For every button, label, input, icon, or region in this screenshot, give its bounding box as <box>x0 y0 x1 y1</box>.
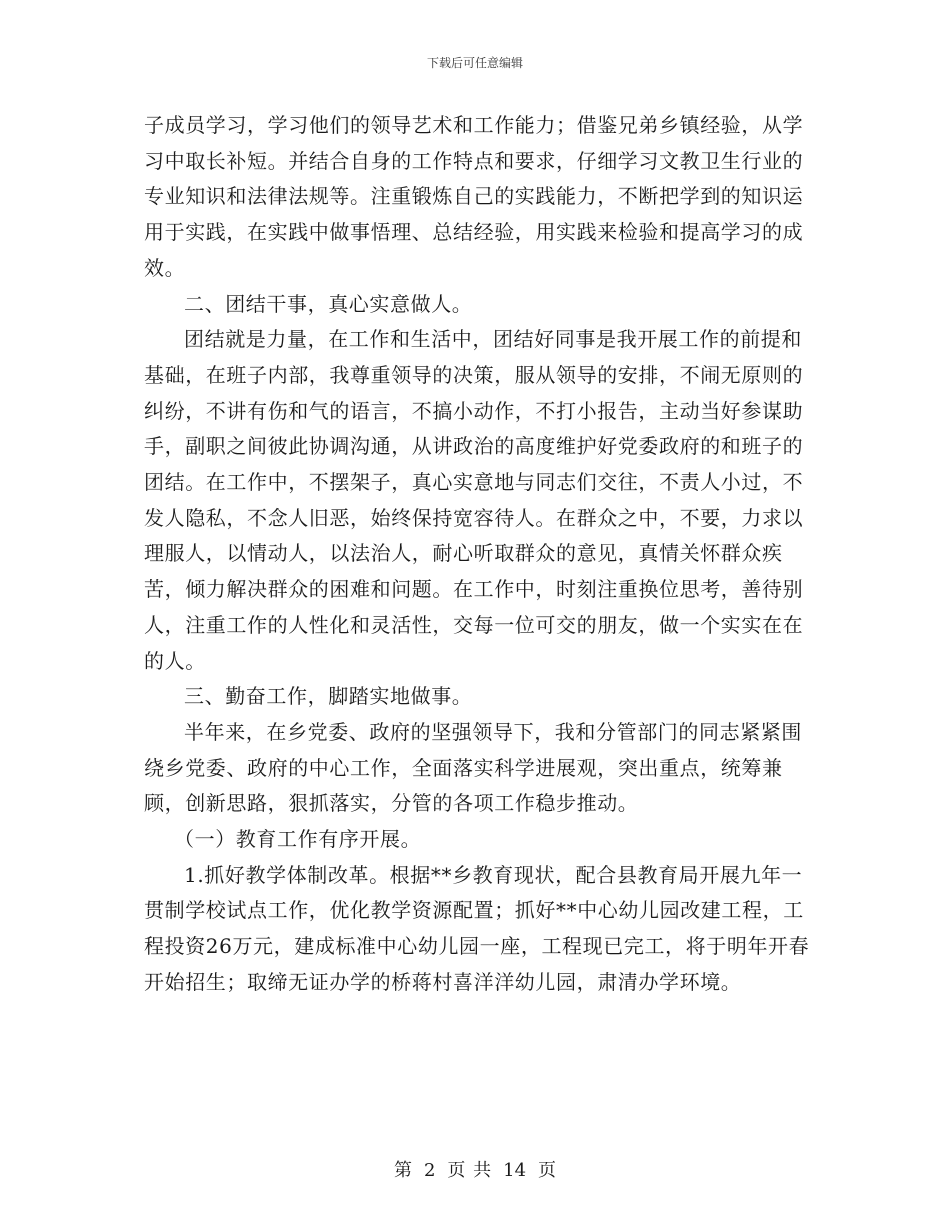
footer-prefix: 第 <box>393 1160 412 1181</box>
footer-suffix: 页 <box>538 1160 557 1181</box>
section-heading-2: 二、团结干事，真心实意做人。 <box>184 291 473 316</box>
paragraph-half-year: 半年来，在乡党委、政府的坚强领导下，我和分管部门的同志紧紧围绕乡党委、政府的中心工作，全面落实科学进展观，突出重点，统筹兼顾，创新思路，狠抓落实，分管的各项工作稳步推动。 <box>144 719 802 816</box>
section-heading-3: 三、勤奋工作，脚踏实地做事。 <box>184 684 473 709</box>
numbered-item-1: 1.抓好教学体制改革。根据**乡教育现状，配合县教育局开展九年一贯制学校试点工作，优化教学资源配置；抓好**中心幼儿园改建工程，工程投资26万元，建成标准中心幼儿园一座，工程现已完工，将于明年开春开始招生；取缔无证办学的桥蒋村喜洋洋幼儿园，肃清办学环境。 <box>144 862 810 994</box>
footer-total-pages: 14 <box>503 1160 527 1181</box>
footer-middle: 页 共 <box>447 1160 492 1181</box>
paragraph-unity: 团结就是力量，在工作和生活中，团结好同事是我开展工作的前提和基础，在班子内部，我尊重领导的决策，服从领导的安排，不闹无原则的纠纷，不讲有伤和气的语言，不搞小动作，不打小报告，主动当好参谋助手，副职之间彼此协调沟通，从讲政治的高度维护好党委政府的和班子的团结。在工作中，不摆架子，真心实意地与同志们交往，不责人小过，不发人隐私，不念人旧恶，始终保持宽容待人。在群众之中，不要，力求以理服人，以情动人，以法治人，耐心听取群众的意见，真情关怀群众疾苦，倾力解决群众的困难和问题。在工作中，时刻注重换位思考，善待别人，注重工作的人性化和灵活性，交每一位可交的朋友，做一个实实在在的人。 <box>144 327 804 673</box>
page-footer <box>0 1156 950 1182</box>
subsection-heading-1: （一）教育工作有序开展。 <box>174 827 422 852</box>
page-header: 下载后可任意编辑 <box>426 56 523 70</box>
document-body <box>144 108 814 1001</box>
paragraph-continued: 子成员学习，学习他们的领导艺术和工作能力；借鉴兄弟乡镇经验，从学习中取长补短。并结合自身的工作特点和要求，仔细学习文教卫生行业的专业知识和法律法规等。注重锻炼自己的实践能力，不断把学到的知识运用于实践，在实践中做事悟理、总结经验，用实践来检验和提高学习的成效。 <box>144 113 804 280</box>
footer-page-number: 2 <box>423 1160 436 1181</box>
